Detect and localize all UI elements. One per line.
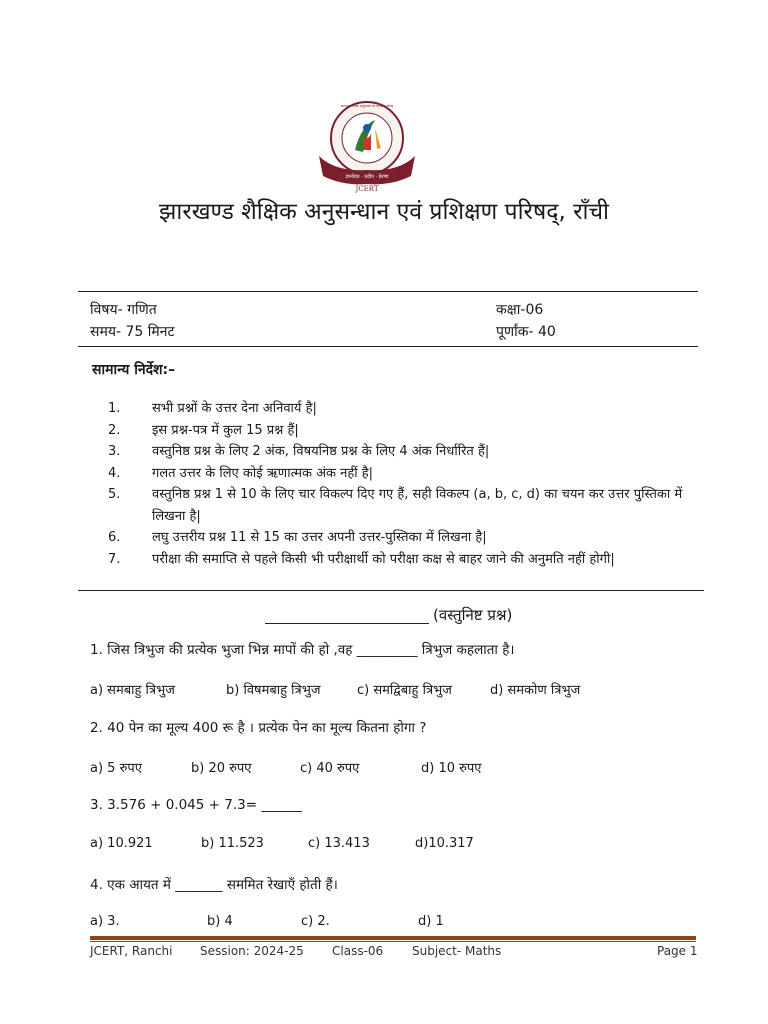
- footer-subject: Subject- Maths: [412, 944, 502, 958]
- section-title: (वस्तुनिष्ट प्रश्न): [433, 606, 513, 624]
- logo-ribbon-text: ज्ञानोदय · प्रदीप · प्रेरणा: [345, 174, 389, 180]
- meta-bottom-rule: [78, 346, 698, 347]
- question-2: 2. 40 पेन का मूल्य 400 रू है । प्रत्येक पेन का मूल्य कितना होगा ?: [90, 720, 427, 736]
- question-4-option-b: b) 4: [207, 914, 233, 929]
- instruction-item: 3. वस्तुनिष्ठ प्रश्न के लिए 2 अंक, विषयनिष्ठ प्रश्न के लिए 4 अंक निर्धारित हैं|: [108, 444, 490, 459]
- time-label: समय- 75 मिनट: [90, 324, 175, 340]
- question-3-option-d: d)10.317: [415, 836, 474, 851]
- footer-rule: [90, 936, 696, 940]
- meta-top-rule: [78, 291, 698, 292]
- instructions-list: [100, 398, 700, 570]
- instruction-item: 6. लघु उत्तरीय प्रश्न 11 से 15 का उत्तर अपनी उत्तर-पुस्तिका में लिखना है|: [108, 530, 487, 545]
- class-label: कक्षा-06: [496, 302, 544, 318]
- question-3-option-c: c) 13.413: [308, 836, 370, 851]
- question-3-option-b: b) 11.523: [201, 836, 264, 851]
- logo-label: JCERT: [355, 185, 379, 193]
- question-3: 3. 3.576 + 0.045 + 7.3= ______: [90, 797, 302, 813]
- footer-class: Class-06: [332, 944, 384, 958]
- question-4-option-a: a) 3.: [90, 914, 120, 929]
- logo-ring-text: झारखण्ड शैक्षिक अनुसन्धान एवं प्रशिक्षण परिषद्: [340, 104, 394, 108]
- question-4-option-d: d) 1: [418, 914, 444, 929]
- instruction-item: 2. इस प्रश्न-पत्र में कुल 15 प्रश्न हैं|: [108, 422, 299, 438]
- question-2-option-d: d) 10 रुपए: [421, 761, 482, 776]
- instruction-item: 1. सभी प्रश्नों के उत्तर देना अनिवार्य है|: [108, 401, 317, 416]
- question-4-option-c: c) 2.: [301, 914, 330, 929]
- jcert-logo: [315, 98, 419, 194]
- question-1-option-a: a) समबाहु त्रिभुज: [90, 683, 175, 698]
- question-1: 1. जिस त्रिभुज की प्रत्येक भुजा भिन्न मापों की हो ,वह _________ त्रिभुज कहलाता है।: [90, 642, 515, 658]
- question-2-option-a: a) 5 रुपए: [90, 761, 142, 776]
- footer-rule-thin: [90, 941, 696, 942]
- section-title-underline: [265, 623, 429, 624]
- organization-title: झारखण्ड शैक्षिक अनुसन्धान एवं प्रशिक्षण परिषद्, राँची: [158, 199, 610, 225]
- question-1-option-d: d) समकोण त्रिभुज: [490, 683, 581, 698]
- question-3-option-a: a) 10.921: [90, 836, 153, 851]
- question-2-option-b: b) 20 रुपए: [191, 761, 252, 776]
- question-4: 4. एक आयत में _______ सममित रेखाएँ होती हैं।: [90, 877, 338, 893]
- question-2-option-c: c) 40 रुपए: [300, 761, 360, 776]
- marks-label: पूर्णांक- 40: [496, 324, 556, 340]
- question-1-option-c: c) समद्विबाहु त्रिभुज: [357, 683, 452, 698]
- instruction-item: 4. गलत उत्तर के लिए कोई ऋणात्मक अंक नहीं है|: [108, 465, 374, 481]
- subject-label: विषय- गणित: [90, 302, 157, 318]
- footer-org: JCERT, Ranchi: [90, 944, 173, 958]
- footer-page-number: Page 1: [657, 944, 698, 958]
- question-1-option-b: b) विषमबाहु त्रिभुज: [226, 683, 321, 698]
- instructions-heading: सामान्य निर्देश:–: [92, 362, 176, 378]
- footer-session: Session: 2024-25: [200, 944, 304, 958]
- section-divider: [78, 590, 704, 591]
- instruction-item: 7. परीक्षा की समाप्ति से पहले किसी भी परीक्षार्थी को परीक्षा कक्ष से बाहर जाने की अनुमति नहीं होगी|: [108, 551, 615, 567]
- instruction-item: 5. वस्तुनिष्ठ प्रश्न 1 से 10 के लिए चार विकल्प दिए गए हैं, सही विकल्प (a, b, c, d) का चयन कर उत्तर पुस्तिका में लिखना है|: [108, 487, 683, 524]
